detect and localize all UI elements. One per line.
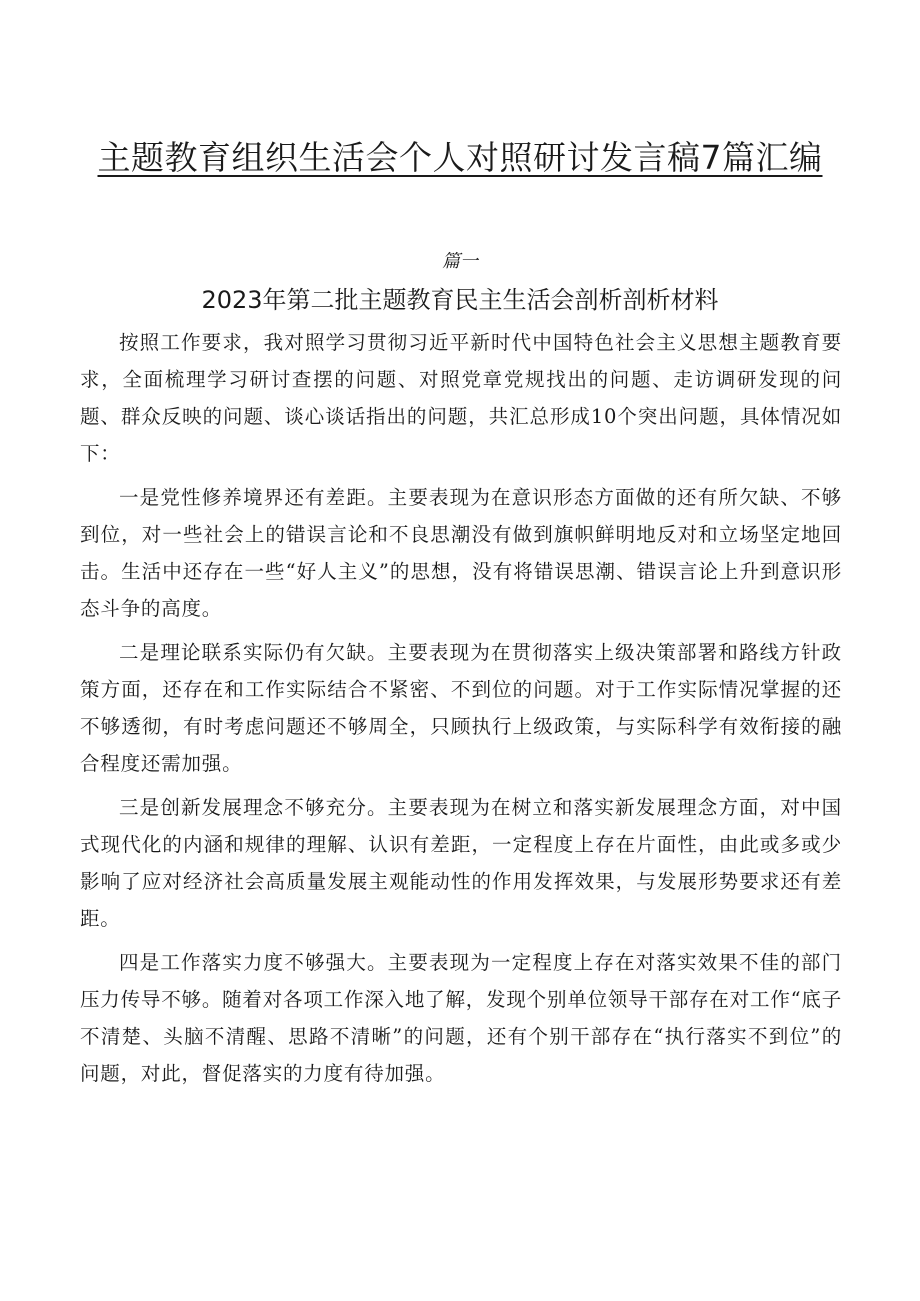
paragraph-item-4: 四是工作落实力度不够强大。主要表现为一定程度上存在对落实效果不佳的部门压力传导不够。随着对各项工作深入地了解，发现个别单位领导干部存在对工作“底子不清楚、头脑不清醒、思路不清晰”的问题，还有个别干部存在“执行落实不到位”的问题，对此，督促落实的力度有待加强。	[80, 951, 842, 1085]
document-title	[0, 136, 920, 180]
paragraph-item-2: 二是理论联系实际仍有欠缺。主要表现为在贯彻落实上级决策部署和路线方针政策方面，还存在和工作实际结合不紧密、不到位的问题。对于工作实际情况掌握的还不够透彻，有时考虑问题还不够周全，只顾执行上级政策，与实际科学有效衔接的融合程度还需加强。	[80, 641, 842, 775]
section-title: 2023年第二批主题教育民主生活会剖析剖析材料	[201, 286, 719, 314]
document-title-text: 主题教育组织生活会个人对照研讨发言稿7篇汇编	[97, 138, 823, 177]
body-text	[80, 324, 842, 1099]
paragraph-item-3: 三是创新发展理念不够充分。主要表现为在树立和落实新发展理念方面，对中国式现代化的内涵和规律的理解、认识有差距，一定程度上存在片面性，由此或多或少影响了应对经济社会高质量发展主观能动性的作用发挥效果，与发展形势要求还有差距。	[80, 796, 842, 930]
paragraph-item-1: 一是党性修养境界还有差距。主要表现为在意识形态方面做的还有所欠缺、不够到位，对一些社会上的错误言论和不良思潮没有做到旗帜鲜明地反对和立场坚定地回击。生活中还存在一些“好人主义”的思想，没有将错误思潮、错误言论上升到意识形态斗争的高度。	[80, 486, 842, 620]
paragraph-intro: 按照工作要求，我对照学习贯彻习近平新时代中国特色社会主义思想主题教育要求，全面梳理学习研讨查摆的问题、对照党章党规找出的问题、走访调研发现的问题、群众反映的问题、谈心谈话指出的问题，共汇总形成10个突出问题，具体情况如下：	[80, 331, 842, 465]
part-label: 篇一	[442, 251, 478, 272]
